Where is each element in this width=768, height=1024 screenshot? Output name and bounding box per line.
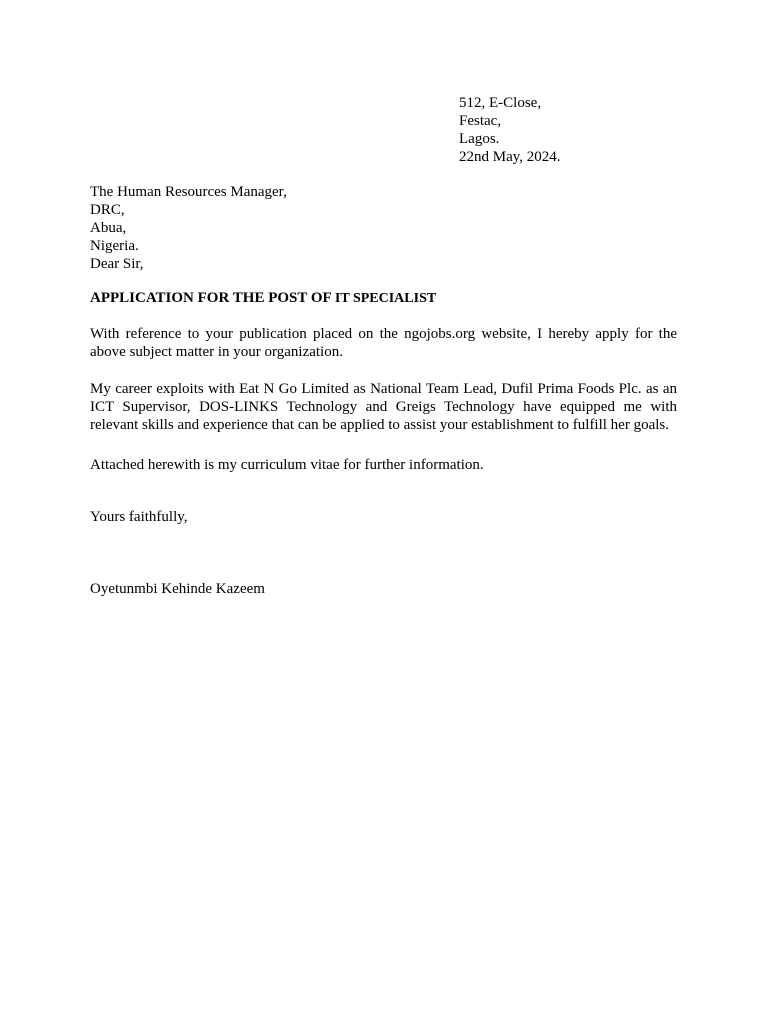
sender-address-line: 512, E-Close, — [459, 95, 542, 111]
letter-date: 22nd May, 2024. — [459, 149, 561, 165]
salutation: Dear Sir, — [90, 256, 144, 272]
body-paragraph: Attached herewith is my curriculum vitae for further information. — [90, 457, 484, 473]
body-paragraph: My career exploits with Eat N Go Limited as National Team Lead, Dufil Prima Foods Plc. as an ICT Supervisor, DOS-LINKS Technology and Greigs Technology have equipped me with relevant skills and experience that can be applied to assist your establishment to fulfill her goals. — [90, 381, 677, 433]
recipient-address — [90, 183, 680, 273]
sender-address-line: Festac, — [459, 113, 502, 129]
body-paragraph: With reference to your publication placed on the ngojobs.org website, I hereby apply for the above subject matter in your organization. — [90, 326, 677, 360]
recipient-address-line: The Human Resources Manager, — [90, 184, 287, 200]
letter-subject — [90, 289, 680, 308]
signatory-name: Oyetunmbi Kehinde Kazeem — [90, 581, 265, 597]
subject-small-text: IT SPECIALIST — [334, 291, 437, 306]
sender-address — [459, 94, 719, 166]
recipient-address-line: Nigeria. — [90, 238, 139, 254]
recipient-address-line: DRC, — [90, 202, 125, 218]
recipient-address-line: Abua, — [90, 220, 127, 236]
subject-main-text: APPLICATION FOR THE POST OF — [90, 290, 335, 306]
sender-address-line: Lagos. — [459, 131, 500, 147]
complimentary-close: Yours faithfully, — [90, 509, 188, 525]
